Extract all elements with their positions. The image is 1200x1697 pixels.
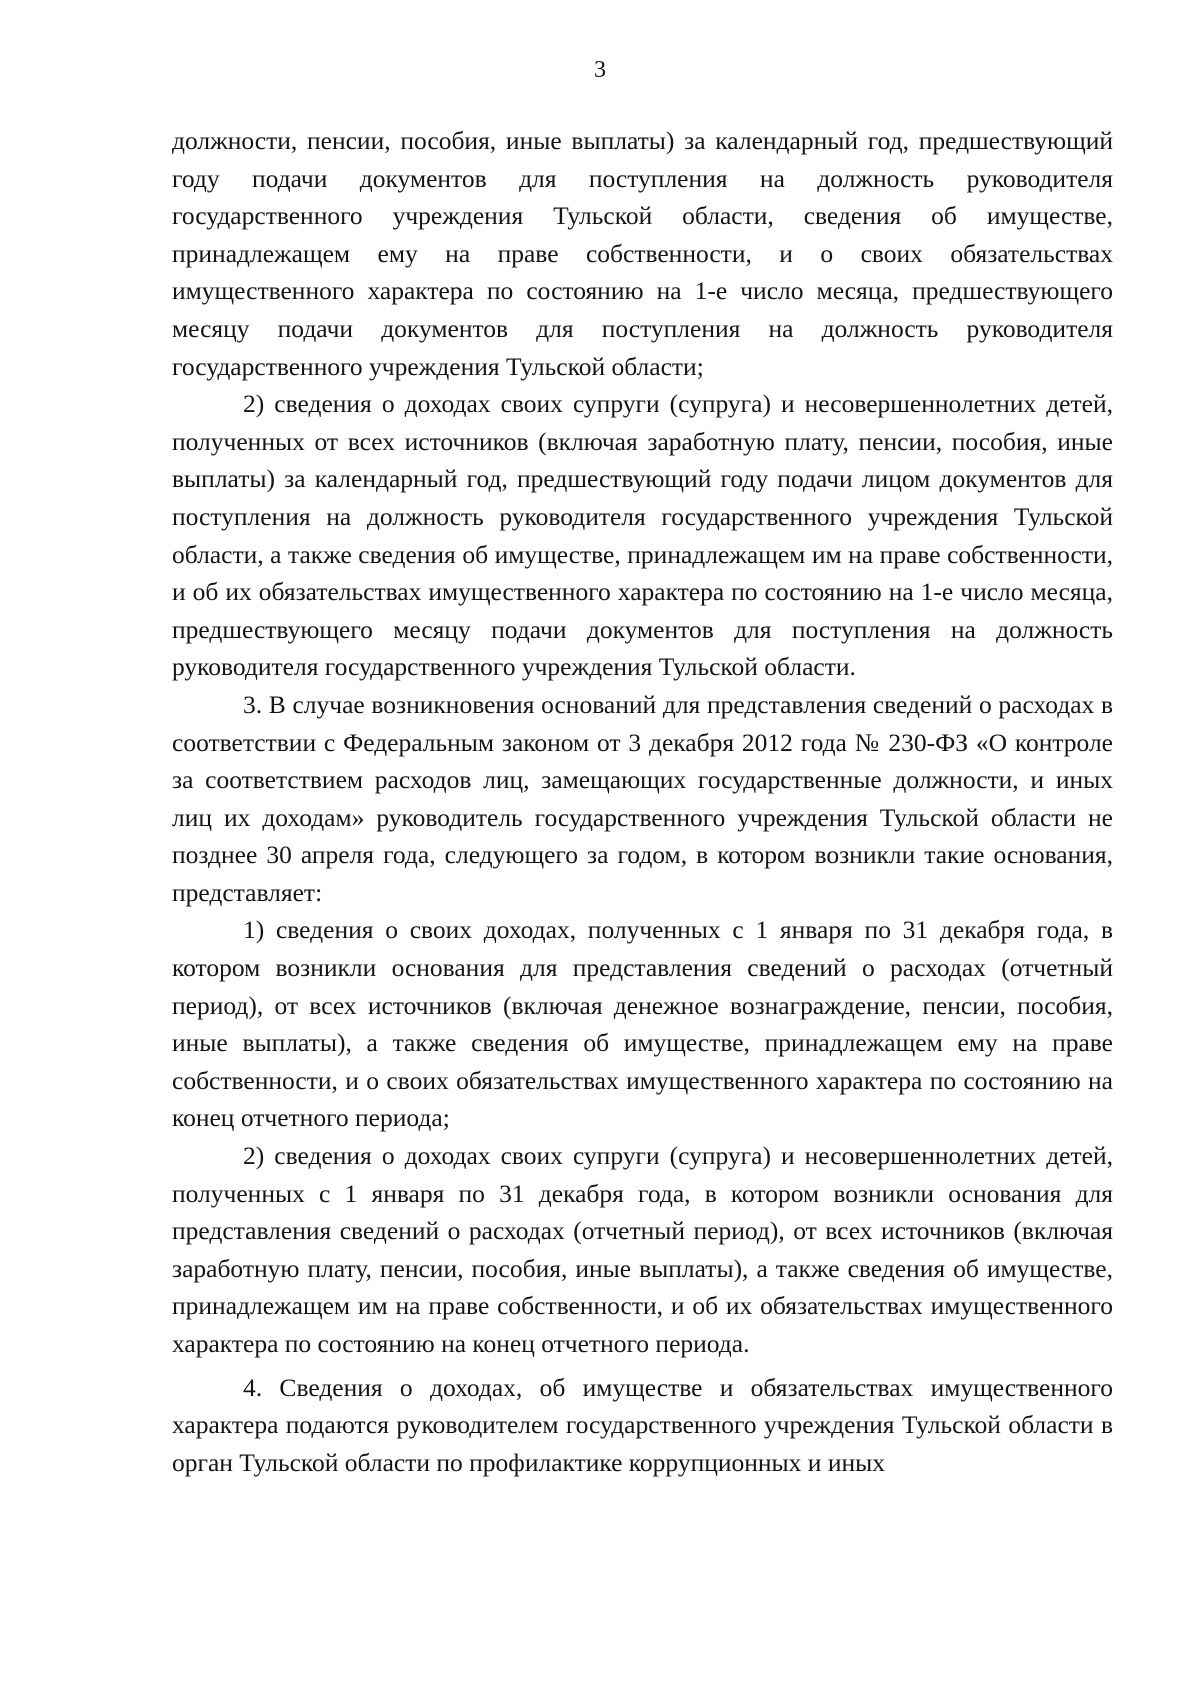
paragraph-item-2-family-income: 2) сведения о доходах своих супруги (супруга) и несовершеннолетних детей, полученных с 1 января по 31 декабря года, в котором возникли основания для представления сведений о расходах (отчетный период), от всех источников (включая заработную плату, пенсии, пособия, иные выплаты), а также сведения об имуществе, принадлежащем им на праве собственности, и об их обязательствах имущественного характера по состоянию на конец отчетного периода. (172, 1141, 1113, 1358)
paragraph-section-3: 3. В случае возникновения оснований для представления сведений о расходах в соответствии с Федеральным законом от 3 декабря 2012 года № 230-ФЗ «О контроле за соответствием расходов лиц, замещающих государственные должности, и иных лиц их доходам» руководитель государственного учреждения Тульской области не позднее 30 апреля года, следующего за годом, в котором возникли такие основания, представляет: (172, 689, 1113, 907)
page-number: 3 (594, 57, 606, 83)
paragraph-item-1-own-income: 1) сведения о своих доходах, полученных с 1 января по 31 декабря года, в котором возникли основания для представления сведений о расходах (отчетный период), от всех источников (включая денежное вознаграждение, пенсии, пособия, иные выплаты), а также сведения об имуществе, принадлежащем ему на праве собственности, и о своих обязательствах имущественного характера по состоянию на конец отчетного периода; (172, 915, 1113, 1133)
paragraph-item-2-spouse-income: 2) сведения о доходах своих супруги (супруга) и несовершеннолетних детей, полученных от всех источников (включая заработную плату, пенсии, пособия, иные выплаты) за календарный год, предшествующий году подачи лицом документов для поступления на должность руководителя государственного учреждения Тульской области, а также сведения об имуществе, принадлежащем им на праве собственности, и об их обязательствах имущественного характера по состоянию на 1-е число месяца, предшествующего месяцу подачи документов для поступления на должность руководителя государственного учреждения Тульской области. (172, 389, 1113, 682)
paragraph-continuation: должности, пенсии, пособия, иные выплаты) за календарный год, предшествующий году подачи документов для поступления на должность руководителя государственного учреждения Тульской области, сведения об имуществе, принадлежащем ему на праве собственности, и о своих обязательствах имущественного характера по состоянию на 1-е число месяца, предшествующего месяцу подачи документов для поступления на должность руководителя государственного учреждения Тульской области; (172, 126, 1113, 381)
document-body (172, 122, 1113, 1481)
paragraph-section-4: 4. Сведения о доходах, об имуществе и обязательствах имущественного характера подаются руководителем государственного учреждения Тульской области в орган Тульской области по профилактике коррупционных и иных (172, 1372, 1113, 1477)
